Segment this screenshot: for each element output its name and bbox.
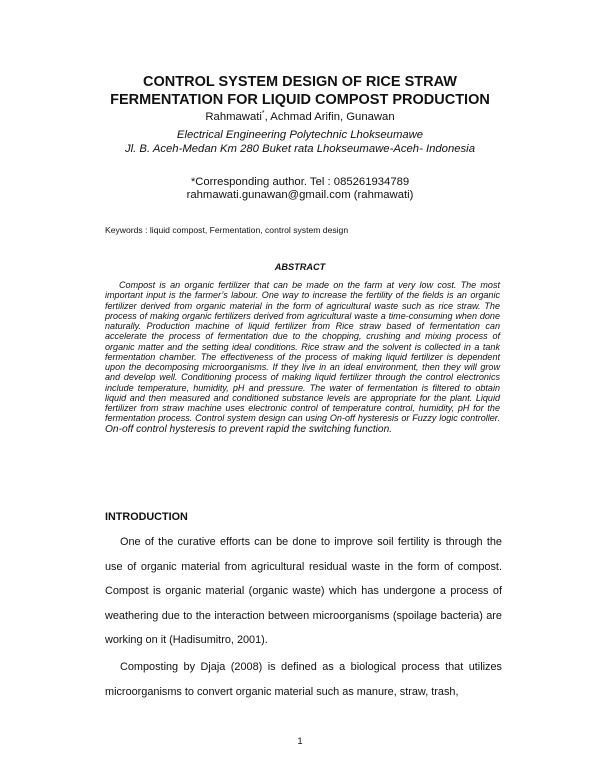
affiliation-line-2: Jl. B. Aceh-Medan Km 280 Buket rata Lhokseumawe-Aceh- Indonesia — [125, 143, 475, 155]
affiliation — [60, 128, 540, 156]
keywords: Keywords : liquid compost, Fermentation, control system design — [105, 225, 349, 235]
abstract-tail: On-off control hysteresis to prevent rapid the switching function. — [105, 423, 393, 435]
corresponding-line-1: *Corresponding author. Tel : 085261934789 — [190, 176, 410, 188]
author-list — [60, 110, 540, 123]
intro-paragraph-2: Composting by Djaja (2008) is defined as a biological process that utilizes microorganisms to convert organic material such as manure, straw, trash, — [105, 661, 502, 698]
author-rest: , Achmad Arifin, Gunawan — [264, 110, 395, 123]
corresponding-email: rahmawati.gunawan@gmail.com (rahmawati) — [186, 189, 414, 201]
affiliation-line-1: Electrical Engineering Polytechnic Lhokseumawe — [176, 129, 424, 141]
abstract-heading: ABSTRACT — [274, 262, 326, 272]
introduction-heading: INTRODUCTION — [105, 511, 188, 523]
abstract-text — [105, 280, 500, 435]
title-line-2: FERMENTATION FOR LIQUID COMPOST PRODUCTION — [110, 92, 490, 108]
paper-title — [60, 73, 540, 109]
abstract-main: Compost is an organic fertilizer that can be made on the farm at very low cost. The most important input is the farmer’s labour. One way to increase the fertility of the fields is an organic fertilizer derived from organic material in the form of agricultural waste such as rice straw. The process of making organic fertilizers derived from agricultural waste a time-consuming when done naturally. Production machine of liquid fertilizer from Rice straw based of fermentation can accelerate the process of fermentation due to the chopping, crushing and mixing process of organic matter and the setting ideal conditions. Rice straw and the solvent is collected in a tank fermentation chamber. The effectiveness of the process of making liquid fertilizer is dependent upon the decomposing microorganisms. If they live in an ideal environment, then they will grow and develop well. Conditioning process of making liquid fertilizer through the control electronics include temperature, humidity, pH and pressure. The water of fermentation is filtered to obtain liquid and then measured and conditioned substance levels are appropriate for the plant. Liquid fertilizer from straw machine uses electronic control of temperature control, humidity, pH for the fermentation process. Control system design can using On-off hysteresis or Fuzzy logic controller. — [105, 280, 500, 424]
intro-paragraph-1: One of the curative efforts can be done to improve soil fertility is through the use of organic material from agricultural residual waste in the form of compost. Compost is organic material (organic waste) which has undergone a process of weathering due to the interaction between microorganisms (spoilage bacteria) are working on it (Hadisumitro, 2001). — [105, 536, 502, 646]
corresponding-author — [60, 176, 540, 202]
corresponding-mark: * — [261, 110, 265, 117]
author-first: Rahmawati — [205, 110, 262, 123]
title-line-1: CONTROL SYSTEM DESIGN OF RICE STRAW — [143, 74, 457, 90]
page-number: 1 — [297, 736, 303, 747]
